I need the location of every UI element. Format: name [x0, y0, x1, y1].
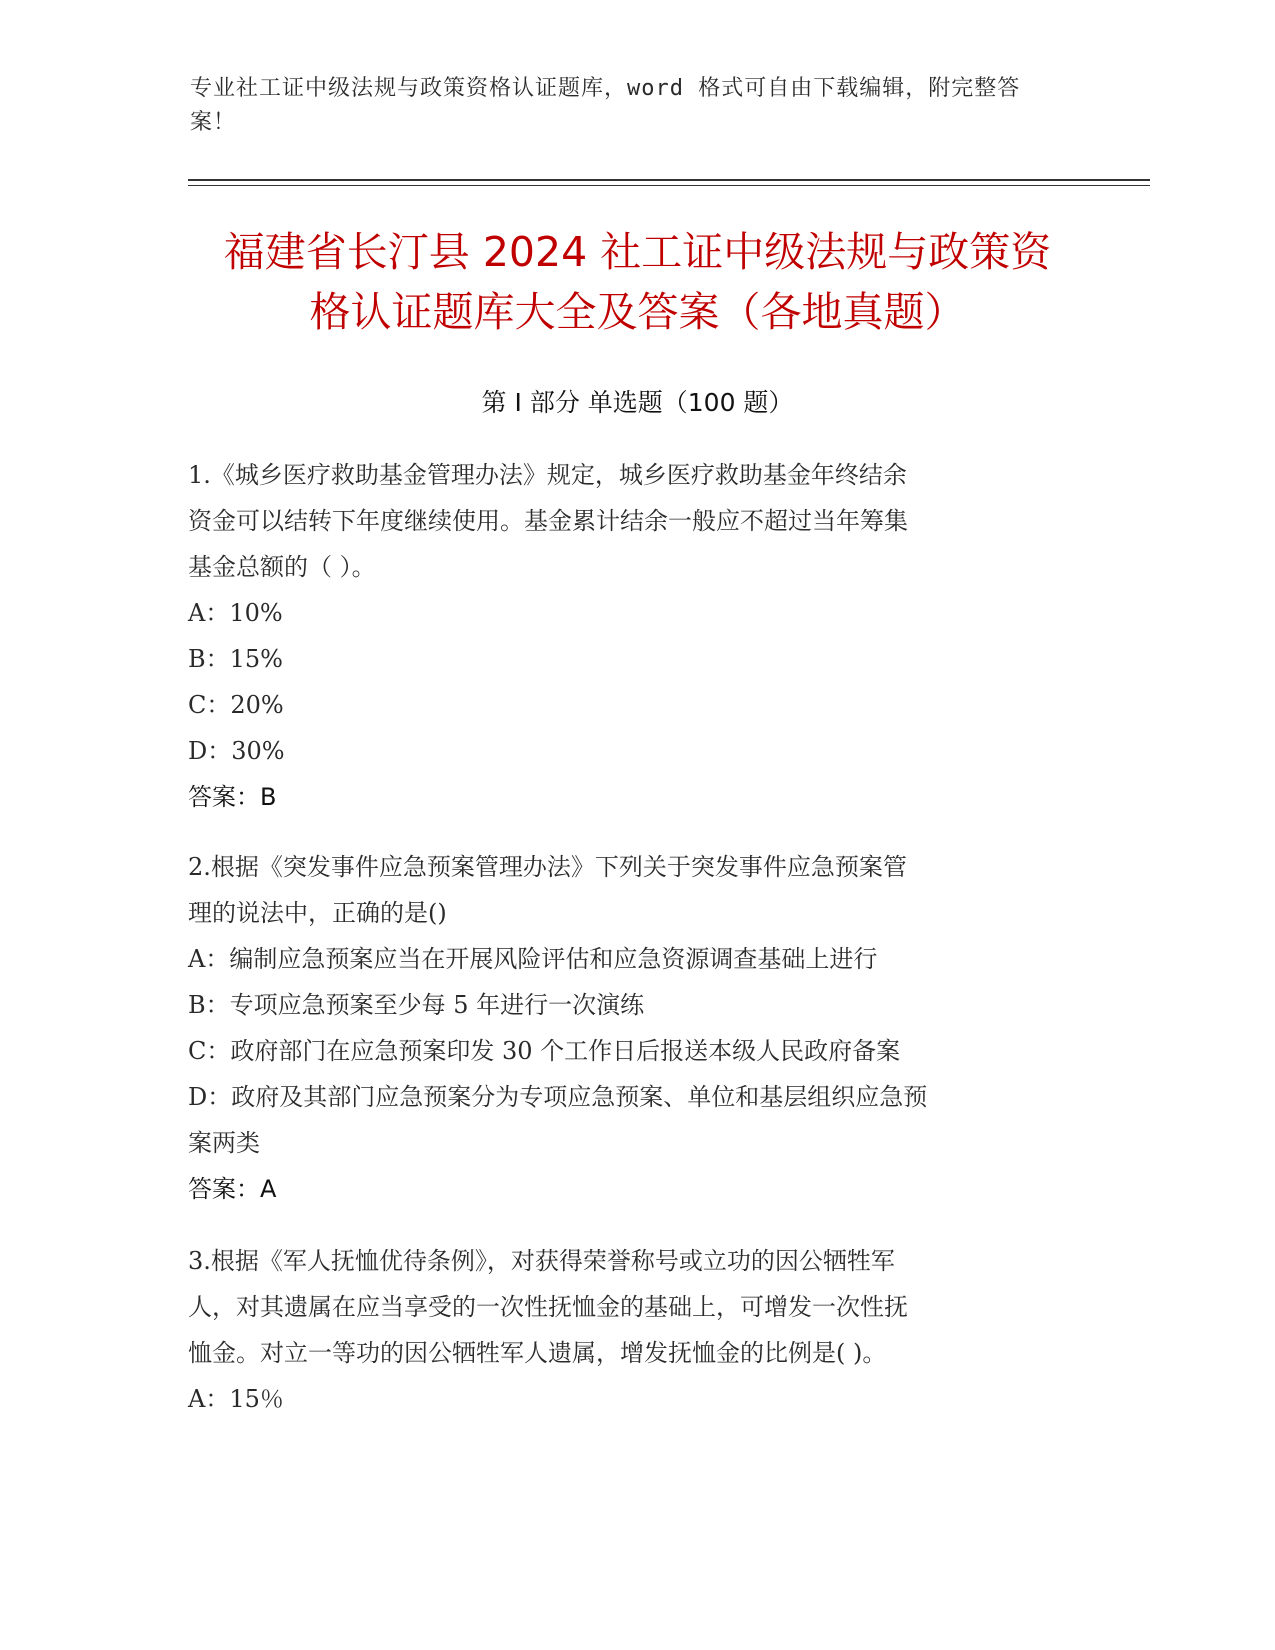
header-divider-thin: [188, 185, 1150, 186]
option-c: C：政府部门在应急预案印发 30 个工作日后报送本级人民政府备案: [188, 1037, 901, 1065]
header-divider-thick: [188, 179, 1150, 181]
question-3: [188, 1238, 1078, 1422]
option-a: A：10%: [188, 599, 283, 627]
answer: 答案：A: [188, 1175, 277, 1203]
answer: 答案：B: [188, 783, 277, 811]
document-title-line-1: 福建省长汀县 2024 社工证中级法规与政策资: [223, 228, 1052, 276]
question-stem-line: 恤金。对立一等功的因公牺牲军人遗属，增发抚恤金的比例是( )。: [188, 1339, 887, 1367]
question-stem-line: 人，对其遗属在应当享受的一次性抚恤金的基础上，可增发一次性抚: [188, 1293, 908, 1321]
option-b: B：15%: [188, 645, 283, 673]
document-title: [150, 222, 1125, 342]
header-note: [190, 72, 1070, 140]
option-a: A：编制应急预案应当在开展风险评估和应急资源调查基础上进行: [188, 945, 878, 973]
question-stem-line: 理的说法中，正确的是(): [188, 899, 447, 927]
option-d: D：30%: [188, 737, 285, 765]
option-c: C：20%: [188, 691, 284, 719]
section-title: 第 I 部分 单选题（100 题）: [481, 388, 794, 417]
header-note-line-1: 专业社工证中级法规与政策资格认证题库，word 格式可自由下载编辑，附完整答: [190, 76, 1021, 101]
question-stem-line: 3.根据《军人抚恤优待条例》，对获得荣誉称号或立功的因公牺牲军: [188, 1247, 895, 1275]
option-d-continued: 案两类: [188, 1129, 260, 1157]
question-stem-line: 1.《城乡医疗救助基金管理办法》规定，城乡医疗救助基金年终结余: [188, 461, 907, 489]
document-title-line-2: 格认证题库大全及答案（各地真题）: [309, 288, 966, 336]
question-stem-line: 2.根据《突发事件应急预案管理办法》下列关于突发事件应急预案管: [188, 853, 907, 881]
option-d: D：政府及其部门应急预案分为专项应急预案、单位和基层组织应急预: [188, 1083, 928, 1111]
question-stem-line: 基金总额的（ ）。: [188, 553, 376, 581]
question-1: [188, 452, 1078, 820]
option-b: B：专项应急预案至少每 5 年进行一次演练: [188, 991, 645, 1019]
question-stem-line: 资金可以结转下年度继续使用。基金累计结余一般应不超过当年筹集: [188, 507, 908, 535]
header-note-line-2: 案！: [190, 110, 237, 135]
question-2: [188, 844, 1078, 1212]
option-a: A：15％: [188, 1385, 284, 1413]
